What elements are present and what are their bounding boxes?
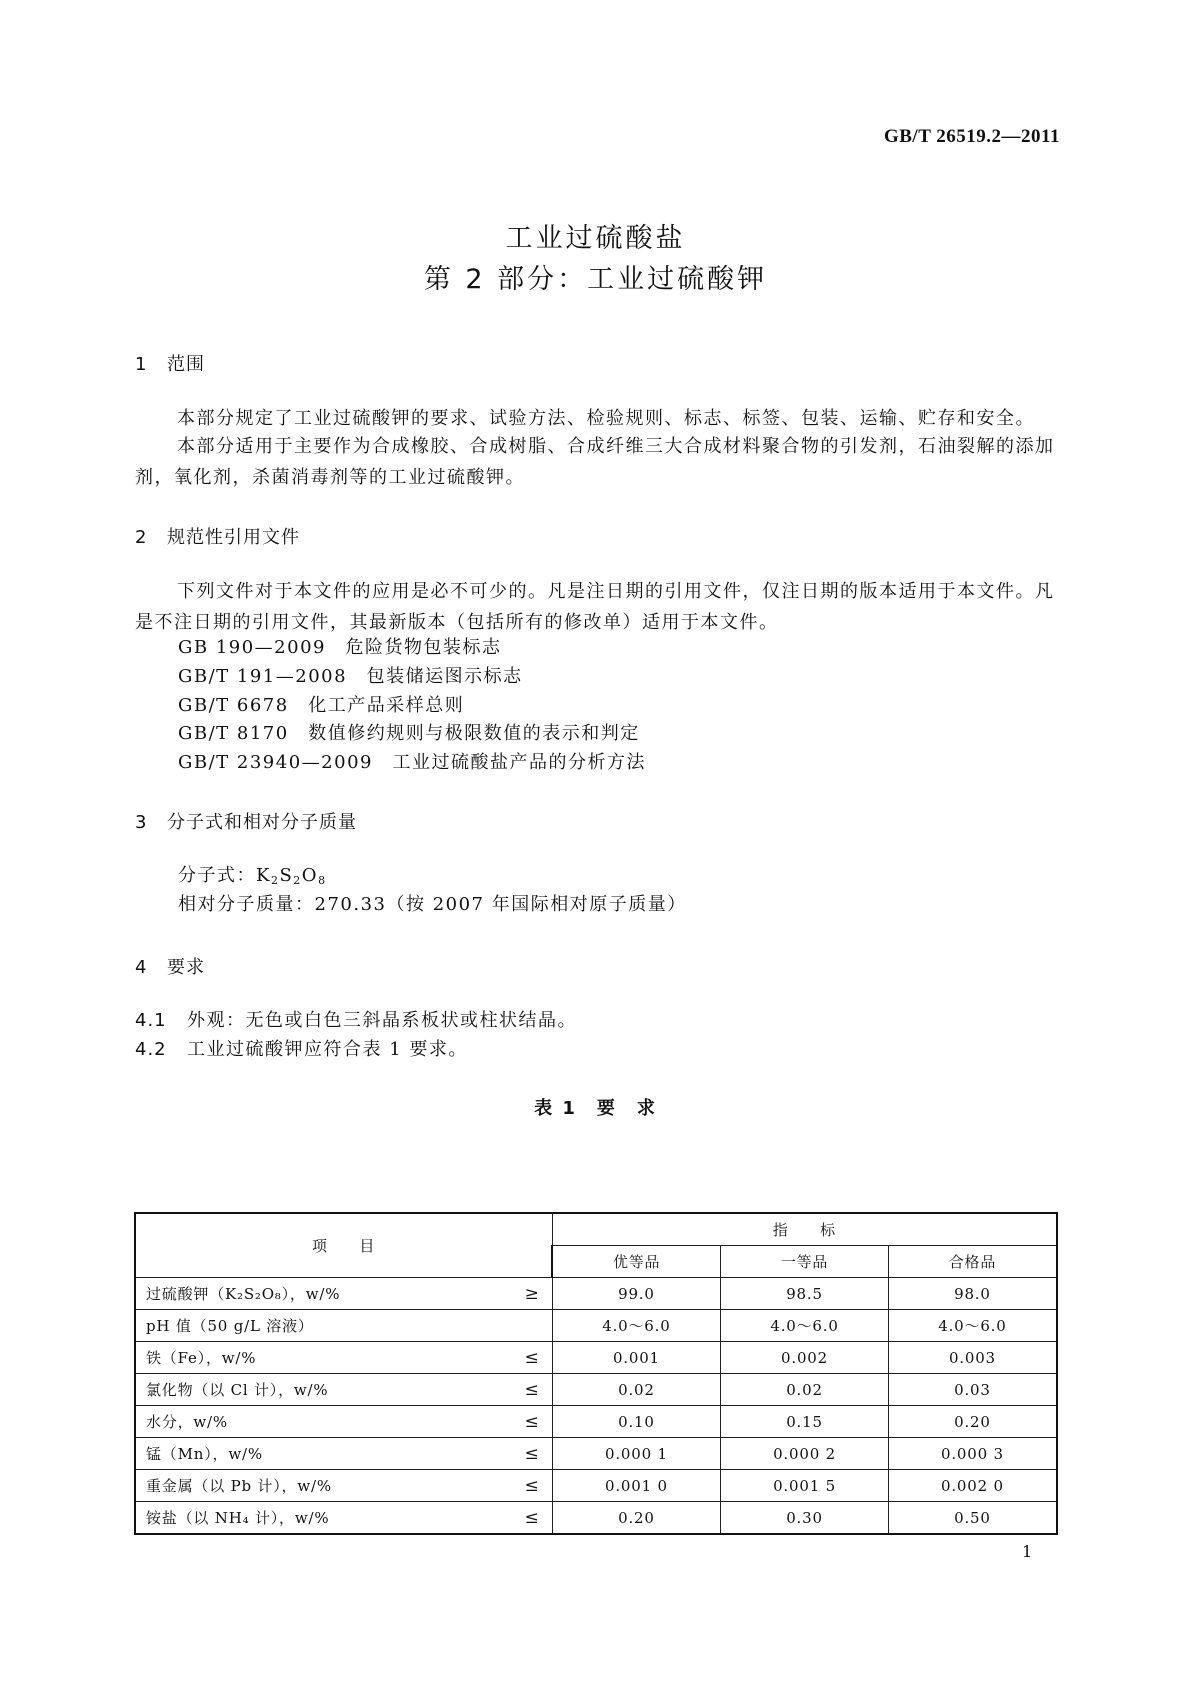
item-label: 水分，w/% [146, 1413, 228, 1431]
row-item [135, 1278, 552, 1310]
value-cell: 0.001 5 [721, 1470, 889, 1502]
section-title: 范围 [167, 354, 205, 375]
item-label: pH 值（50 g/L 溶液） [146, 1317, 314, 1335]
section-title: 分子式和相对分子质量 [167, 812, 357, 833]
section-number: 1 [135, 354, 148, 375]
reference-item [178, 661, 523, 692]
formula-subscript: 8 [318, 874, 327, 887]
header-index: 指 标 [552, 1213, 1057, 1246]
table-row [135, 1342, 1057, 1374]
comparator: ≥ [524, 1283, 540, 1304]
value-cell: 4.0～6.0 [721, 1310, 889, 1342]
row-item [135, 1342, 552, 1374]
section-1-heading [135, 350, 205, 376]
row-item [135, 1470, 552, 1502]
comparator: ≤ [524, 1443, 540, 1464]
value-cell: 98.0 [888, 1278, 1057, 1310]
table-header-row [135, 1213, 1057, 1246]
value-cell: 0.002 [721, 1342, 889, 1374]
reference-item [178, 718, 640, 749]
row-item [135, 1310, 552, 1342]
clause-text: 外观：无色或白色三斜晶系板状或柱状结晶。 [187, 1010, 577, 1031]
table-row [135, 1374, 1057, 1406]
header-grade: 一等品 [721, 1246, 889, 1278]
section-3-heading [135, 808, 357, 834]
section-number: 3 [135, 812, 148, 833]
value-cell: 0.20 [888, 1406, 1057, 1438]
item-label: 铁（Fe），w/% [146, 1349, 257, 1367]
value-cell: 0.20 [552, 1502, 721, 1535]
table-caption: 表 1 要 求 [534, 1098, 657, 1119]
reference-code: GB/T 8170 [178, 723, 289, 744]
value-cell: 0.15 [721, 1406, 889, 1438]
molecular-mass: 相对分子质量：270.33（按 2007 年国际相对原子质量） [178, 894, 687, 915]
section-2-heading [135, 523, 300, 549]
item-label: 铵盐（以 NH₄ 计），w/% [146, 1509, 330, 1527]
formula-subscript: 2 [293, 874, 302, 887]
header-item: 项 目 [135, 1213, 552, 1278]
item-label: 氯化物（以 Cl 计），w/% [146, 1381, 329, 1399]
reference-title: 危险货物包装标志 [345, 637, 502, 658]
table-row [135, 1406, 1057, 1438]
value-cell: 4.0～6.0 [888, 1310, 1057, 1342]
table-row [135, 1502, 1057, 1535]
formula-label: 分子式： [178, 865, 256, 886]
value-cell: 99.0 [552, 1278, 721, 1310]
value-cell: 0.001 [552, 1342, 721, 1374]
section-title: 规范性引用文件 [167, 527, 300, 548]
section-number: 2 [135, 527, 148, 548]
value-cell: 0.000 1 [552, 1438, 721, 1470]
document-subtitle: 第 2 部分：工业过硫酸钾 [423, 264, 768, 295]
reference-title: 包装储运图示标志 [366, 666, 523, 687]
document-title: 工业过硫酸盐 [505, 223, 686, 254]
value-cell: 0.50 [888, 1502, 1057, 1535]
value-cell: 0.002 0 [888, 1470, 1057, 1502]
clause-4-1 [135, 1005, 577, 1036]
value-cell: 0.03 [888, 1374, 1057, 1406]
value-cell: 4.0～6.0 [552, 1310, 721, 1342]
clause-number: 4.2 [135, 1039, 167, 1060]
reference-title: 化工产品采样总则 [308, 695, 465, 716]
value-cell: 0.10 [552, 1406, 721, 1438]
table-row [135, 1310, 1057, 1342]
item-label: 重金属（以 Pb 计），w/% [146, 1477, 332, 1495]
value-cell: 0.02 [552, 1374, 721, 1406]
reference-item [178, 690, 464, 721]
standard-code: GB/T 26519.2—2011 [883, 126, 1060, 147]
reference-title: 数值修约规则与极限数值的表示和判定 [308, 723, 640, 744]
clause-4-2 [135, 1034, 468, 1065]
row-item [135, 1502, 552, 1535]
comparator: ≤ [524, 1379, 540, 1400]
section-number: 4 [135, 957, 148, 978]
reference-code: GB/T 23940—2009 [178, 752, 373, 773]
value-cell: 0.02 [721, 1374, 889, 1406]
comparator: ≤ [524, 1411, 540, 1432]
references-intro: 下列文件对于本文件的应用是必不可少的。凡是注日期的引用文件，仅注日期的版本适用于本文件。凡是不注日期的引用文件，其最新版本（包括所有的修改单）适用于本文件。 [135, 581, 1055, 633]
reference-code: GB/T 191—2008 [178, 666, 348, 687]
table-row [135, 1438, 1057, 1470]
comparator: ≤ [524, 1475, 540, 1496]
value-cell: 98.5 [721, 1278, 889, 1310]
reference-title: 工业过硫酸盐产品的分析方法 [392, 752, 646, 773]
header-grade: 优等品 [552, 1246, 721, 1278]
comparator: ≤ [524, 1507, 540, 1528]
row-item [135, 1406, 552, 1438]
row-item [135, 1438, 552, 1470]
table-row [135, 1470, 1057, 1502]
reference-code: GB/T 6678 [178, 695, 289, 716]
value-cell: 0.001 0 [552, 1470, 721, 1502]
formula-subscript: 2 [270, 874, 280, 887]
reference-item [178, 747, 646, 778]
item-label: 锰（Mn），w/% [146, 1445, 263, 1463]
item-label: 过硫酸钾（K₂S₂O₈），w/% [146, 1285, 341, 1303]
page-number: 1 [1022, 1542, 1033, 1561]
value-cell: 0.000 2 [721, 1438, 889, 1470]
formula-element: S [279, 865, 294, 886]
formula-element: O [301, 865, 319, 886]
clause-text: 工业过硫酸钾应符合表 1 要求。 [187, 1039, 468, 1060]
scope-paragraph-1: 本部分规定了工业过硫酸钾的要求、试验方法、检验规则、标志、标签、包装、运输、贮存和安全。 [177, 408, 1035, 429]
value-cell: 0.003 [888, 1342, 1057, 1374]
section-title: 要求 [167, 957, 205, 978]
header-grade: 合格品 [888, 1246, 1057, 1278]
requirements-table [134, 1212, 1058, 1535]
clause-number: 4.1 [135, 1010, 167, 1031]
table-row [135, 1278, 1057, 1310]
scope-paragraph-2: 本部分适用于主要作为合成橡胶、合成树脂、合成纤维三大合成材料聚合物的引发剂，石油裂解的添加剂，氧化剂，杀菌消毒剂等的工业过硫酸钾。 [135, 436, 1055, 488]
reference-code: GB 190—2009 [178, 637, 326, 658]
reference-item [178, 632, 502, 663]
value-cell: 0.000 3 [888, 1438, 1057, 1470]
comparator: ≤ [524, 1347, 540, 1368]
row-item [135, 1374, 552, 1406]
formula-element: K [256, 865, 271, 886]
value-cell: 0.30 [721, 1502, 889, 1535]
section-4-heading [135, 953, 205, 979]
